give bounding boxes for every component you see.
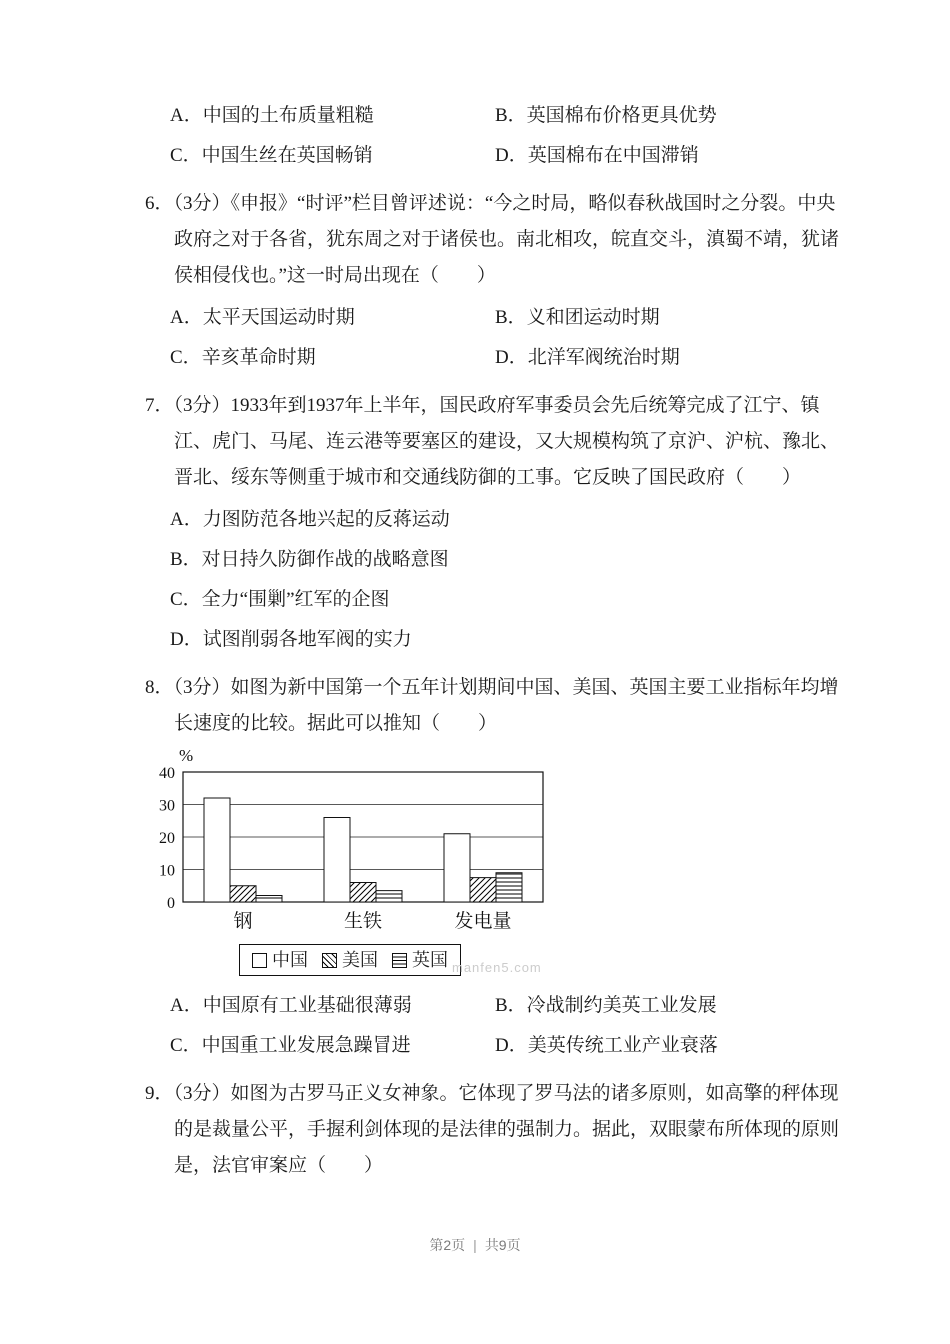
svg-text:%: % (179, 748, 194, 765)
svg-text:30: 30 (159, 797, 175, 815)
option-a: A．太平天国运动时期 (170, 307, 355, 328)
question-number: 9． (145, 1083, 174, 1104)
svg-text:生铁: 生铁 (343, 911, 383, 932)
option-c: C．全力“围剿”红军的企图 (170, 589, 390, 610)
option-d: D．英国棉布在中国滞销 (495, 145, 699, 166)
option-b: B．英国棉布价格更具优势 (495, 105, 717, 126)
question-stem (145, 186, 842, 294)
question-7 (145, 388, 842, 660)
question-stem (145, 1076, 842, 1184)
svg-text:40: 40 (159, 765, 175, 782)
option-a: A．力图防范各地兴起的反蒋运动 (170, 509, 450, 530)
legend-swatch-horizontal (392, 953, 407, 968)
option-a: A．中国的土布质量粗糙 (170, 105, 374, 126)
svg-text:发电量: 发电量 (454, 911, 512, 932)
option-b: B．冷战制约美英工业发展 (495, 995, 717, 1016)
question-8 (145, 670, 842, 1066)
question-score: （3分） (173, 677, 231, 698)
svg-text:0: 0 (167, 895, 175, 912)
legend-label: 中国 (272, 950, 308, 970)
footer-page-total: 共9页 (484, 1237, 521, 1253)
legend-item-uk (392, 950, 448, 970)
industrial-growth-bar-chart (135, 748, 565, 976)
option-b: B．义和团运动时期 (495, 307, 660, 328)
question-5-options (145, 96, 842, 176)
option-d: D．试图削弱各地军阀的实力 (170, 629, 412, 650)
exam-page-content (145, 96, 842, 1188)
question-6 (145, 186, 842, 378)
option-c: C．中国生丝在英国畅销 (170, 145, 373, 166)
option-d: D．美英传统工业产业衰落 (495, 1035, 718, 1056)
option-b: B．对日持久防御作战的战略意图 (170, 549, 449, 570)
legend-label: 英国 (412, 950, 448, 970)
option-d: D．北洋军阀统治时期 (495, 347, 680, 368)
question-score: （3分） (173, 395, 231, 416)
option-c: C．中国重工业发展急躁冒进 (170, 1035, 411, 1056)
legend-swatch-diagonal (322, 953, 337, 968)
question-score: （3分） (173, 193, 231, 214)
question-text: 如图为新中国第一个五年计划期间中国、美国、英国主要工业指标年均增长速度的比较。据此可以推知（ ） (174, 677, 839, 734)
svg-text:20: 20 (159, 830, 175, 847)
option-a: A．中国原有工业基础很薄弱 (170, 995, 412, 1016)
chart-legend (239, 944, 461, 976)
question-stem (145, 670, 842, 742)
question-score: （3分） (173, 1083, 231, 1104)
question-text: 《申报》“时评”栏目曾评述说：“今之时局，略似春秋战国时之分裂。中央政府之对于各省，犹东周之对于诸侯也。南北相攻，皖直交斗，滇蜀不靖，犹诸侯相侵伐也。”这一时局出现在（ ） (174, 193, 840, 286)
question-number: 7． (145, 395, 174, 416)
question-9 (145, 1076, 842, 1184)
footer-separator: | (473, 1237, 477, 1253)
svg-text:钢: 钢 (233, 911, 253, 932)
question-number: 6． (145, 193, 174, 214)
footer-page-number: 第2页 (429, 1237, 466, 1253)
page-footer (0, 1235, 950, 1255)
legend-swatch-white (252, 953, 267, 968)
question-text: 如图为古罗马正义女神象。它体现了罗马法的诸多原则，如高擎的秤体现的是裁量公平，手握利剑体现的是法律的强制力。据此，双眼蒙布所体现的原则是，法官审案应（ ） (174, 1083, 840, 1176)
site-watermark: manfen5.com (452, 960, 542, 975)
legend-item-china (252, 950, 308, 970)
option-c: C．辛亥革命时期 (170, 347, 316, 368)
legend-label: 美国 (342, 950, 378, 970)
question-number: 8． (145, 677, 174, 698)
question-stem (145, 388, 842, 496)
svg-text:10: 10 (159, 862, 175, 880)
legend-item-usa (322, 950, 378, 970)
bar-chart-canvas (135, 748, 565, 934)
question-text: 1933年到1937年上半年，国民政府军事委员会先后统筹完成了江宁、镇江、虎门、马尾、连云港等要塞区的建设，又大规模构筑了京沪、沪杭、豫北、晋北、绥东等侧重于城市和交通线防御的工事。它反映了国民政府（ ） (174, 395, 840, 488)
